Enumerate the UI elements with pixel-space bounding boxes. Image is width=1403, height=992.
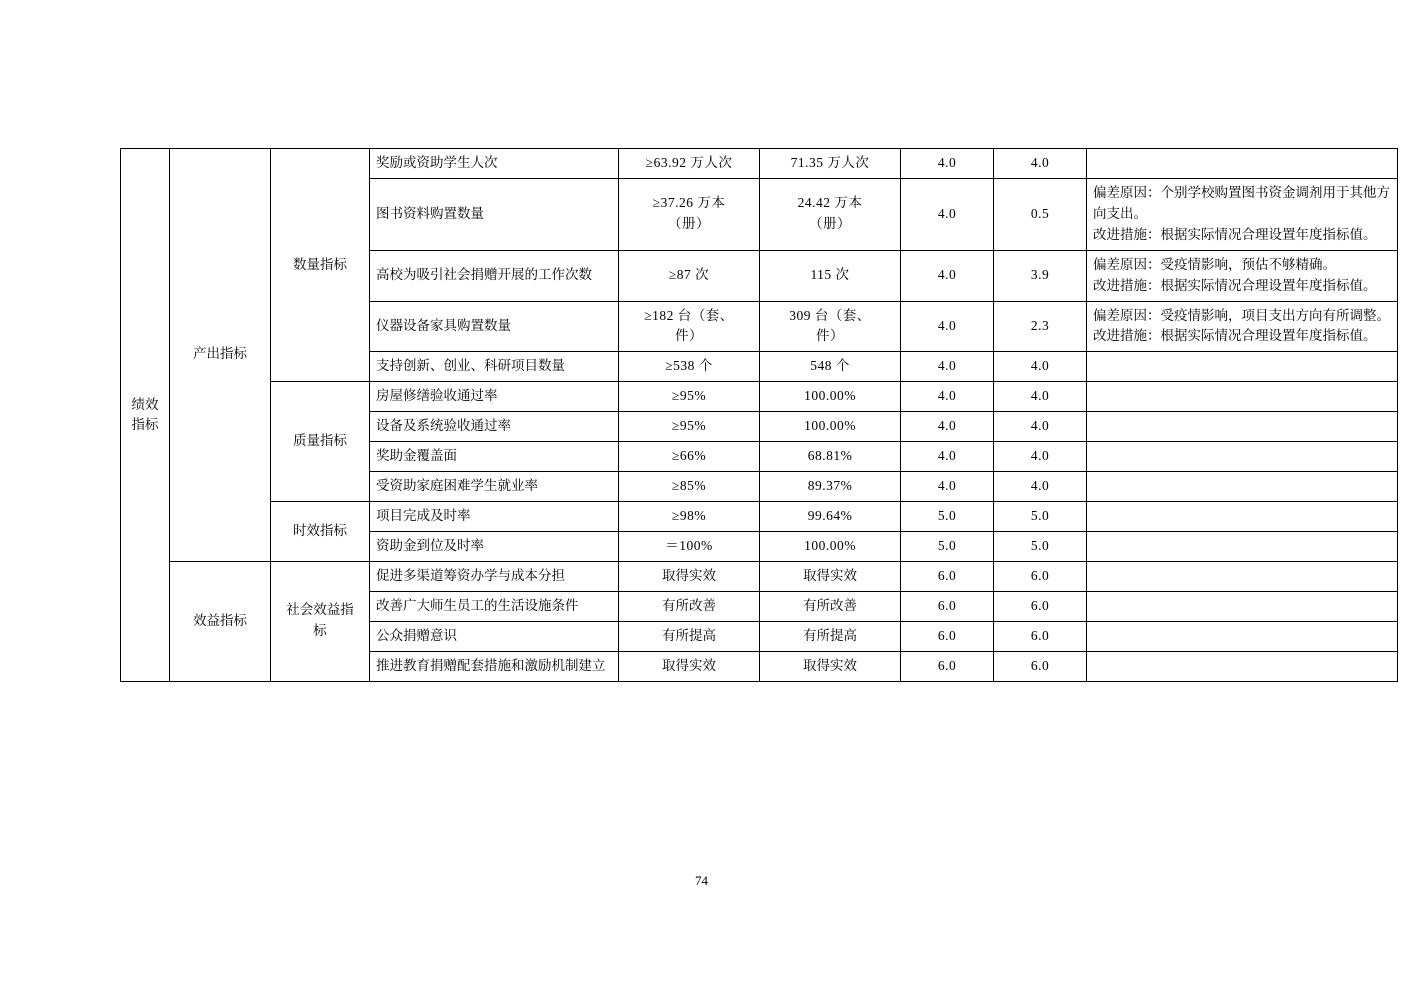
indicator-name: 推进教育捐赠配套措施和激励机制建立 bbox=[370, 651, 619, 681]
indicator-actual: 有所提高 bbox=[760, 621, 901, 651]
indicator-actual: 100.00% bbox=[760, 382, 901, 412]
indicator-name: 设备及系统验收通过率 bbox=[370, 412, 619, 442]
indicator-remark bbox=[1087, 561, 1398, 591]
subgroup-cell-quantity: 数量指标 bbox=[271, 149, 370, 382]
remark-reason: 偏差原因：个别学校购置图书资金调剂用于其他方向支出。 bbox=[1093, 184, 1390, 221]
indicator-weight: 4.0 bbox=[901, 382, 994, 412]
indicator-score: 4.0 bbox=[994, 442, 1087, 472]
indicator-score: 2.3 bbox=[994, 301, 1087, 352]
indicator-name: 支持创新、创业、科研项目数量 bbox=[370, 352, 619, 382]
group-cell-output: 产出指标 bbox=[170, 149, 271, 562]
indicator-target: 取得实效 bbox=[619, 561, 760, 591]
indicator-remark bbox=[1087, 352, 1398, 382]
indicator-name: 仪器设备家具购置数量 bbox=[370, 301, 619, 352]
indicator-actual: 取得实效 bbox=[760, 651, 901, 681]
indicator-name: 高校为吸引社会捐赠开展的工作次数 bbox=[370, 250, 619, 301]
remark-measure: 改进措施：根据实际情况合理设置年度指标值。 bbox=[1093, 328, 1377, 344]
indicator-remark bbox=[1087, 301, 1398, 352]
group-cell-benefit: 效益指标 bbox=[170, 561, 271, 681]
subgroup-cell-timeliness: 时效指标 bbox=[271, 501, 370, 561]
indicator-target bbox=[619, 301, 760, 352]
indicator-target: ≥95% bbox=[619, 412, 760, 442]
indicator-name: 图书资料购置数量 bbox=[370, 178, 619, 250]
target-line-2: 件） bbox=[675, 328, 703, 344]
indicator-remark bbox=[1087, 531, 1398, 561]
indicator-weight: 5.0 bbox=[901, 501, 994, 531]
subgroup-label-line-2: 标 bbox=[313, 623, 327, 639]
indicator-target: ≥95% bbox=[619, 382, 760, 412]
indicator-target: ≥98% bbox=[619, 501, 760, 531]
indicator-weight: 4.0 bbox=[901, 412, 994, 442]
indicator-actual: 99.64% bbox=[760, 501, 901, 531]
indicator-score: 4.0 bbox=[994, 149, 1087, 179]
remark-measure: 改进措施：根据实际情况合理设置年度指标值。 bbox=[1093, 277, 1377, 293]
indicator-name: 房屋修缮验收通过率 bbox=[370, 382, 619, 412]
indicator-weight: 4.0 bbox=[901, 352, 994, 382]
table-row bbox=[121, 149, 1398, 179]
indicator-target: ＝100% bbox=[619, 531, 760, 561]
indicator-actual: 有所改善 bbox=[760, 591, 901, 621]
indicator-target: ≥85% bbox=[619, 472, 760, 502]
indicator-name: 奖助金覆盖面 bbox=[370, 442, 619, 472]
subgroup-cell-social-benefit bbox=[271, 561, 370, 681]
table-row bbox=[121, 501, 1398, 531]
performance-indicator-table bbox=[120, 148, 1398, 682]
target-line-2: （册） bbox=[668, 216, 710, 232]
indicator-score: 5.0 bbox=[994, 501, 1087, 531]
actual-line-2: （册） bbox=[809, 216, 851, 232]
indicator-score: 6.0 bbox=[994, 591, 1087, 621]
indicator-weight: 4.0 bbox=[901, 301, 994, 352]
indicator-target: 有所提高 bbox=[619, 621, 760, 651]
indicator-score: 6.0 bbox=[994, 561, 1087, 591]
indicator-actual: 89.37% bbox=[760, 472, 901, 502]
indicator-remark bbox=[1087, 472, 1398, 502]
indicator-actual: 取得实效 bbox=[760, 561, 901, 591]
target-line-1: ≥182 台（套、 bbox=[644, 307, 734, 323]
indicator-actual: 100.00% bbox=[760, 412, 901, 442]
indicator-target bbox=[619, 178, 760, 250]
remark-reason: 偏差原因：受疫情影响，预估不够精确。 bbox=[1093, 256, 1336, 272]
indicator-remark bbox=[1087, 651, 1398, 681]
indicator-weight: 6.0 bbox=[901, 561, 994, 591]
table-row bbox=[121, 561, 1398, 591]
indicator-score: 0.5 bbox=[994, 178, 1087, 250]
indicator-remark bbox=[1087, 149, 1398, 179]
remark-measure: 改进措施：根据实际情况合理设置年度指标值。 bbox=[1093, 226, 1377, 242]
indicator-actual: 115 次 bbox=[760, 250, 901, 301]
indicator-weight: 4.0 bbox=[901, 442, 994, 472]
indicator-name: 项目完成及时率 bbox=[370, 501, 619, 531]
indicator-target: ≥63.92 万人次 bbox=[619, 149, 760, 179]
indicator-score: 3.9 bbox=[994, 250, 1087, 301]
indicator-target: ≥87 次 bbox=[619, 250, 760, 301]
subgroup-label-line-1: 社会效益指 bbox=[286, 602, 354, 618]
indicator-actual bbox=[760, 301, 901, 352]
indicator-remark bbox=[1087, 621, 1398, 651]
indicator-remark bbox=[1087, 250, 1398, 301]
actual-line-2: 件） bbox=[816, 328, 844, 344]
indicator-weight: 4.0 bbox=[901, 472, 994, 502]
indicator-name: 受资助家庭困难学生就业率 bbox=[370, 472, 619, 502]
indicator-remark bbox=[1087, 382, 1398, 412]
indicator-actual: 68.81% bbox=[760, 442, 901, 472]
indicator-remark bbox=[1087, 501, 1398, 531]
indicator-name: 改善广大师生员工的生活设施条件 bbox=[370, 591, 619, 621]
indicator-weight: 6.0 bbox=[901, 591, 994, 621]
subgroup-cell-quality: 质量指标 bbox=[271, 382, 370, 502]
actual-line-1: 24.42 万本 bbox=[797, 195, 863, 211]
table-row bbox=[121, 382, 1398, 412]
category-cell bbox=[121, 149, 170, 682]
category-label-line-1: 绩效 bbox=[131, 396, 159, 412]
indicator-target: ≥66% bbox=[619, 442, 760, 472]
indicator-remark bbox=[1087, 442, 1398, 472]
indicator-actual: 71.35 万人次 bbox=[760, 149, 901, 179]
indicator-name: 资助金到位及时率 bbox=[370, 531, 619, 561]
indicator-weight: 6.0 bbox=[901, 621, 994, 651]
indicator-weight: 4.0 bbox=[901, 149, 994, 179]
indicator-weight: 5.0 bbox=[901, 531, 994, 561]
indicator-score: 4.0 bbox=[994, 472, 1087, 502]
indicator-target: 有所改善 bbox=[619, 591, 760, 621]
indicator-score: 4.0 bbox=[994, 382, 1087, 412]
indicator-remark bbox=[1087, 412, 1398, 442]
indicator-weight: 4.0 bbox=[901, 178, 994, 250]
indicator-name: 促进多渠道筹资办学与成本分担 bbox=[370, 561, 619, 591]
indicator-name: 奖励或资助学生人次 bbox=[370, 149, 619, 179]
indicator-actual: 100.00% bbox=[760, 531, 901, 561]
indicator-score: 6.0 bbox=[994, 651, 1087, 681]
indicator-target: ≥538 个 bbox=[619, 352, 760, 382]
indicator-remark bbox=[1087, 178, 1398, 250]
indicator-weight: 4.0 bbox=[901, 250, 994, 301]
remark-reason: 偏差原因：受疫情影响，项目支出方向有所调整。 bbox=[1093, 307, 1390, 323]
indicator-score: 6.0 bbox=[994, 621, 1087, 651]
indicator-weight: 6.0 bbox=[901, 651, 994, 681]
indicator-target: 取得实效 bbox=[619, 651, 760, 681]
indicator-score: 5.0 bbox=[994, 531, 1087, 561]
target-line-1: ≥37.26 万本 bbox=[652, 195, 726, 211]
page-number: 74 bbox=[695, 873, 708, 888]
category-label-line-2: 指标 bbox=[131, 416, 159, 432]
indicator-score: 4.0 bbox=[994, 412, 1087, 442]
actual-line-1: 309 台（套、 bbox=[789, 307, 871, 323]
indicator-remark bbox=[1087, 591, 1398, 621]
indicator-name: 公众捐赠意识 bbox=[370, 621, 619, 651]
indicator-actual bbox=[760, 178, 901, 250]
indicator-actual: 548 个 bbox=[760, 352, 901, 382]
indicator-score: 4.0 bbox=[994, 352, 1087, 382]
